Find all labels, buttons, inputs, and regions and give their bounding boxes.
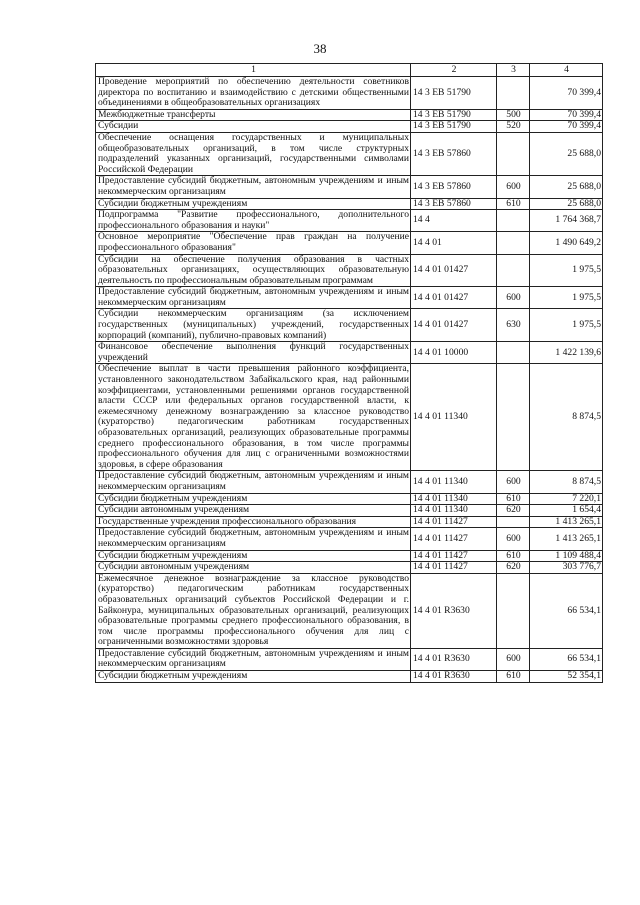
row-amount: 70 399,4 [530, 109, 603, 121]
table-row [96, 528, 603, 550]
row-code: 14 4 01 11340 [411, 505, 497, 517]
row-amount: 25 688,0 [530, 132, 603, 175]
row-amount: 70 399,4 [530, 77, 603, 110]
row-expense-type [497, 364, 530, 471]
row-name: Финансовое обеспечение выполнения функций государственных учреждений [96, 342, 411, 364]
row-expense-type: 620 [497, 562, 530, 574]
table-row [96, 505, 603, 517]
row-name: Обеспечение выплат в части превышения районного коэффициента, установленного законодательством Забайкальского края, над районными коэффициентами, установленными решениями органов государственной власти СССР или федеральных органов государственной власти, к ежемесячному денежному вознаграждению за классное руководство (кураторство) педагогическим работникам государственных образовательных организаций, реализующих образовательные программы среднего профессионального образования, в том числе программы профессионального обучения для лиц с ограниченными возможностями здоровья, в сфере образования [96, 364, 411, 471]
row-amount: 8 874,5 [530, 364, 603, 471]
row-code: 14 4 01 01427 [411, 287, 497, 309]
row-code: 14 4 [411, 210, 497, 232]
table-row [96, 516, 603, 528]
row-code: 14 4 01 11340 [411, 493, 497, 505]
row-name: Субсидии некоммерческим организациям (за исключением государственных (муниципальных) учреждений, государственных корпораций (компаний), публично-правовых компаний) [96, 309, 411, 342]
row-expense-type: 600 [497, 648, 530, 670]
row-name: Субсидии бюджетным учреждениям [96, 493, 411, 505]
row-amount: 1 654,4 [530, 505, 603, 517]
row-amount: 1 975,5 [530, 309, 603, 342]
table-row [96, 232, 603, 254]
table-row [96, 309, 603, 342]
row-amount: 66 534,1 [530, 648, 603, 670]
table-row [96, 562, 603, 574]
row-name: Подпрограмма "Развитие профессионального, дополнительного профессионального образования и науки" [96, 210, 411, 232]
row-code: 14 3 ЕВ 51790 [411, 121, 497, 133]
row-expense-type [497, 77, 530, 110]
row-expense-type: 600 [497, 471, 530, 493]
table-row [96, 287, 603, 309]
row-amount: 1 490 649,2 [530, 232, 603, 254]
row-amount: 7 220,1 [530, 493, 603, 505]
row-name: Субсидии бюджетным учреждениям [96, 550, 411, 562]
row-amount: 1 413 265,1 [530, 528, 603, 550]
row-code: 14 3 ЕВ 51790 [411, 109, 497, 121]
table-row [96, 364, 603, 471]
table-row [96, 132, 603, 175]
table-row [96, 471, 603, 493]
column-header-2: 2 [411, 64, 497, 77]
row-code: 14 4 01 11427 [411, 550, 497, 562]
row-name: Субсидии бюджетным учреждениям [96, 671, 411, 683]
row-name: Предоставление субсидий бюджетным, автономным учреждениям и иным некоммерческим организациям [96, 528, 411, 550]
row-code: 14 4 01 11340 [411, 471, 497, 493]
row-code: 14 4 01 [411, 232, 497, 254]
row-name: Предоставление субсидий бюджетным, автономным учреждениям и иным некоммерческим организациям [96, 287, 411, 309]
page-number: 38 [313, 41, 327, 56]
row-code: 14 4 01 10000 [411, 342, 497, 364]
row-expense-type [497, 254, 530, 287]
row-amount: 303 776,7 [530, 562, 603, 574]
column-header-4: 4 [530, 64, 603, 77]
row-code: 14 4 01 R3630 [411, 671, 497, 683]
table-row [96, 210, 603, 232]
row-amount: 1 422 139,6 [530, 342, 603, 364]
row-expense-type [497, 573, 530, 648]
row-expense-type: 520 [497, 121, 530, 133]
row-amount: 66 534,1 [530, 573, 603, 648]
row-name: Субсидии [96, 121, 411, 133]
row-code: 14 4 01 11340 [411, 364, 497, 471]
table-row [96, 671, 603, 683]
row-code: 14 4 01 11427 [411, 516, 497, 528]
row-expense-type: 500 [497, 109, 530, 121]
row-name: Межбюджетные трансферты [96, 109, 411, 121]
table-row [96, 121, 603, 133]
table-row [96, 648, 603, 670]
row-code: 14 4 01 11427 [411, 562, 497, 574]
row-expense-type: 610 [497, 671, 530, 683]
row-expense-type: 610 [497, 493, 530, 505]
table-row [96, 198, 603, 210]
row-code: 14 4 01 R3630 [411, 573, 497, 648]
row-expense-type [497, 516, 530, 528]
table-row [96, 550, 603, 562]
row-amount: 1 975,5 [530, 254, 603, 287]
row-name: Субсидии бюджетным учреждениям [96, 198, 411, 210]
row-name: Предоставление субсидий бюджетным, автономным учреждениям и иным некоммерческим организациям [96, 471, 411, 493]
table-row [96, 573, 603, 648]
table-row [96, 176, 603, 198]
row-name: Предоставление субсидий бюджетным, автономным учреждениям и иным некоммерческим организациям [96, 648, 411, 670]
row-name: Субсидии автономным учреждениям [96, 505, 411, 517]
row-amount: 52 354,1 [530, 671, 603, 683]
row-code: 14 3 ЕВ 57860 [411, 198, 497, 210]
row-expense-type [497, 342, 530, 364]
row-amount: 70 399,4 [530, 121, 603, 133]
row-code: 14 4 01 01427 [411, 254, 497, 287]
row-expense-type [497, 210, 530, 232]
budget-table [95, 63, 603, 683]
row-expense-type: 620 [497, 505, 530, 517]
row-amount: 1 109 488,4 [530, 550, 603, 562]
table-row [96, 77, 603, 110]
row-expense-type: 610 [497, 198, 530, 210]
row-name: Обеспечение оснащения государственных и муниципальных общеобразовательных организаций, в том числе структурных подразделений указанных организаций, государственными символами Российской Федерации [96, 132, 411, 175]
row-name: Государственные учреждения профессионального образования [96, 516, 411, 528]
row-expense-type: 600 [497, 176, 530, 198]
row-name: Ежемесячное денежное вознаграждение за классное руководство (кураторство) педагогическим работникам государственных образовательных организаций субъектов Российской Федерации и г. Байконура, муниципальных образовательных организаций, реализующих образовательные программы среднего профессионального образования, в том числе программы профессионального обучения для лиц с ограниченными возможностями здоровья [96, 573, 411, 648]
row-name: Субсидии на обеспечение получения образования в частных образовательных организациях, осуществляющих образовательную деятельность по профессиональным образовательным программам [96, 254, 411, 287]
table-row [96, 109, 603, 121]
column-header-1: 1 [96, 64, 411, 77]
row-code: 14 3 ЕВ 57860 [411, 176, 497, 198]
row-expense-type: 600 [497, 528, 530, 550]
row-amount: 1 413 265,1 [530, 516, 603, 528]
row-expense-type: 630 [497, 309, 530, 342]
row-amount: 1 975,5 [530, 287, 603, 309]
row-code: 14 4 01 01427 [411, 309, 497, 342]
row-name: Проведение мероприятий по обеспечению деятельности советников директора по воспитанию и взаимодействию с детскими общественными объединениями в общеобразовательных организациях [96, 77, 411, 110]
row-amount: 1 764 368,7 [530, 210, 603, 232]
row-code: 14 4 01 11427 [411, 528, 497, 550]
table-row [96, 342, 603, 364]
header-row [96, 64, 603, 77]
table-row [96, 254, 603, 287]
row-amount: 8 874,5 [530, 471, 603, 493]
row-expense-type: 610 [497, 550, 530, 562]
row-amount: 25 688,0 [530, 176, 603, 198]
row-expense-type [497, 232, 530, 254]
row-name: Субсидии автономным учреждениям [96, 562, 411, 574]
row-amount: 25 688,0 [530, 198, 603, 210]
row-expense-type: 600 [497, 287, 530, 309]
row-code: 14 3 ЕВ 51790 [411, 77, 497, 110]
row-expense-type [497, 132, 530, 175]
row-code: 14 4 01 R3630 [411, 648, 497, 670]
column-header-3: 3 [497, 64, 530, 77]
row-name: Основное мероприятие "Обеспечение прав граждан на получение профессионального образования" [96, 232, 411, 254]
table-row [96, 493, 603, 505]
row-code: 14 3 ЕВ 57860 [411, 132, 497, 175]
row-name: Предоставление субсидий бюджетным, автономным учреждениям и иным некоммерческим организациям [96, 176, 411, 198]
